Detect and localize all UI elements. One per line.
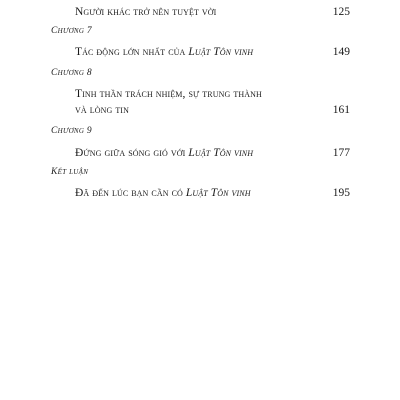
toc-entry (0, 3, 400, 21)
toc-entry-title-emphasis: Luật Tôn vinh (185, 187, 251, 199)
toc-entry-title: Tinh thần trách nhiệm, sự trung thành (75, 88, 262, 100)
toc-page-number: 149 (332, 46, 350, 58)
toc-entry-title (75, 43, 253, 61)
toc-page-number: 125 (332, 6, 350, 18)
toc-entry-title (75, 144, 253, 162)
toc-entry-title: Người khác trở nên tuyệt vời (75, 6, 217, 18)
toc-entry (0, 101, 400, 119)
toc-page-number: 161 (332, 104, 350, 116)
chapter-label: Chương 9 (51, 126, 92, 136)
toc-entry (0, 144, 400, 162)
toc-page-number: 195 (332, 187, 350, 199)
toc-entry (0, 43, 400, 61)
toc-entry-title-prefix: Đã đến lúc bạn cần có (75, 187, 186, 199)
chapter-label: Chương 8 (51, 68, 92, 78)
toc-entry-title-prefix: Đứng giữa sóng gió với (75, 147, 189, 159)
toc-entry-title (75, 184, 251, 202)
toc-entry-title-emphasis: Luật Tôn vinh (188, 46, 254, 58)
toc-entry-title-emphasis: Luật Tôn vinh (188, 147, 254, 159)
toc-entry-title-continued: và lòng tin (75, 104, 129, 116)
toc-entry-title-prefix: Tác động lớn nhất của (75, 46, 189, 58)
toc-page-number: 177 (332, 147, 350, 159)
toc-entry (0, 184, 400, 202)
conclusion-label: Kết luận (51, 167, 89, 177)
chapter-label: Chương 7 (51, 26, 92, 36)
